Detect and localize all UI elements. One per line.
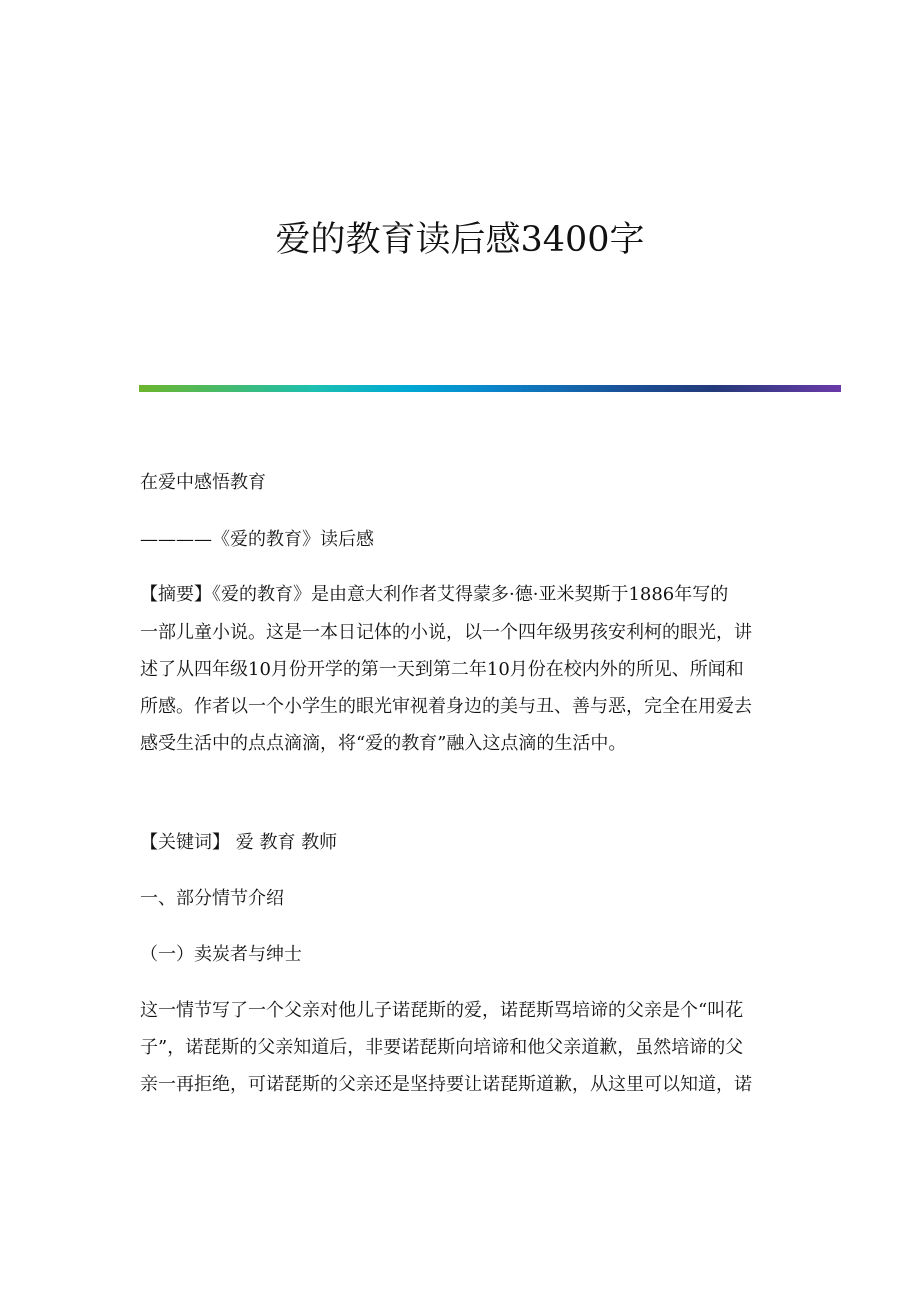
abstract-line: 所感。作者以一个小学生的眼光审视着身边的美与丑、善与恶，完全在用爱去 [140, 696, 752, 717]
gradient-divider [139, 385, 841, 392]
keywords: 【关键词】 爱 教育 教师 [140, 832, 338, 853]
body-line: 子”，诺琵斯的父亲知道后，非要诺琵斯向培谛和他父亲道歉，虽然培谛的父 [140, 1037, 744, 1058]
subtitle: 在爱中感悟教育 [140, 472, 266, 493]
abstract-line: 述了从四年级10月份开学的第一天到第二年10月份在校内外的所见、所闻和 [140, 659, 744, 680]
body-line: 亲一再拒绝，可诺琵斯的父亲还是坚持要让诺琵斯道歉，从这里可以知道，诺 [140, 1074, 752, 1095]
document-title: 爱的教育读后感3400字 [275, 220, 645, 260]
subsection-heading: （一）卖炭者与绅士 [140, 944, 302, 965]
abstract-line: 感受生活中的点点滴滴，将“爱的教育”融入这点滴的生活中。 [140, 733, 627, 754]
section-heading: 一、部分情节介绍 [140, 888, 284, 909]
body-line: 这一情节写了一个父亲对他儿子诺琵斯的爱，诺琵斯骂培谛的父亲是个“叫花 [140, 1000, 744, 1021]
subtitle-secondary: ————《爱的教育》读后感 [140, 529, 374, 550]
abstract-line: 【摘要】《爱的教育》是由意大利作者艾得蒙多·德·亚米契斯于1886年写的 [140, 584, 729, 605]
abstract-line: 一部儿童小说。这是一本日记体的小说，以一个四年级男孩安利柯的眼光，讲 [140, 622, 752, 643]
